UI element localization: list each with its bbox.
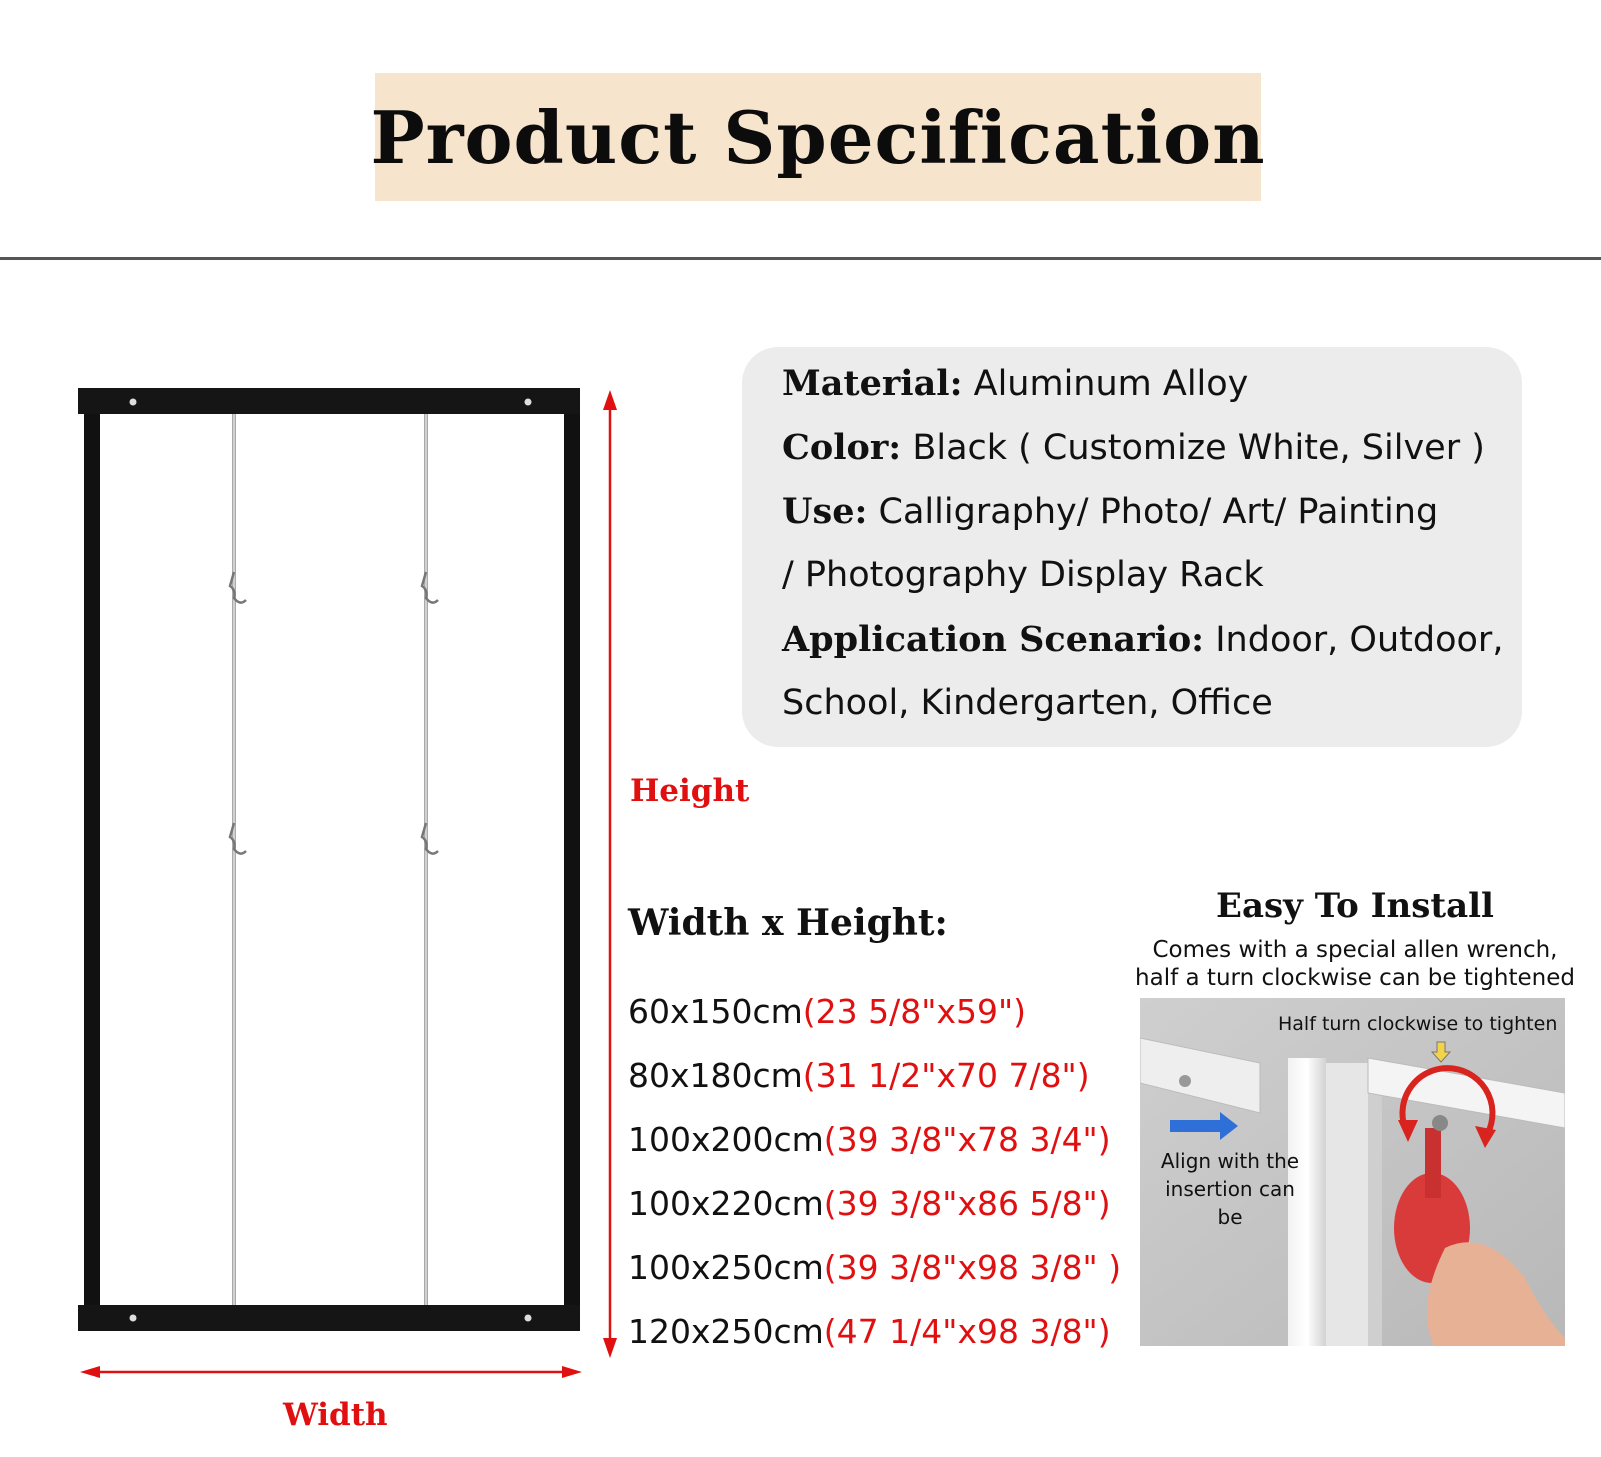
spec-key: Color: bbox=[782, 427, 902, 468]
page-title: Product Specification bbox=[370, 94, 1266, 180]
spec-key: Material: bbox=[782, 363, 963, 404]
size-metric: 60x150cm bbox=[628, 992, 803, 1031]
spec-application bbox=[782, 619, 1503, 660]
size-row bbox=[628, 1184, 1111, 1223]
size-metric: 100x200cm bbox=[628, 1120, 824, 1159]
size-row bbox=[628, 1120, 1111, 1159]
spec-key: Use: bbox=[782, 491, 868, 532]
size-metric: 80x180cm bbox=[628, 1056, 803, 1095]
display-rack-illustration bbox=[0, 380, 640, 1380]
size-imperial: (39 3/8"x86 5/8") bbox=[823, 1184, 1111, 1223]
size-row bbox=[628, 1056, 1090, 1095]
spec-material bbox=[782, 363, 1248, 404]
height-label: Height bbox=[630, 773, 750, 809]
size-row bbox=[628, 992, 1026, 1031]
spec-use bbox=[782, 491, 1438, 532]
spec-value: Black ( Customize White, Silver ) bbox=[901, 428, 1485, 468]
size-imperial: (23 5/8"x59") bbox=[802, 992, 1027, 1031]
size-row bbox=[628, 1312, 1111, 1351]
tighten-label: Half turn clockwise to tighten bbox=[1278, 1013, 1558, 1035]
divider bbox=[0, 257, 1601, 260]
spec-key: Application Scenario: bbox=[782, 619, 1205, 660]
size-metric: 100x220cm bbox=[628, 1184, 824, 1223]
install-description-line: half a turn clockwise can be tightened bbox=[1135, 965, 1575, 991]
spec-panel bbox=[742, 347, 1522, 747]
frame-bottom-bar bbox=[78, 1305, 580, 1331]
frame-left-post bbox=[84, 390, 100, 1325]
height-arrow bbox=[603, 390, 617, 1358]
width-arrow bbox=[80, 1366, 582, 1378]
spec-use-continued: / Photography Display Rack bbox=[782, 555, 1264, 595]
install-title: Easy To Install bbox=[1216, 886, 1494, 926]
install-description-line: Comes with a special allen wrench, bbox=[1152, 937, 1558, 963]
width-label: Width bbox=[283, 1397, 388, 1433]
spec-value: Calligraphy/ Photo/ Art/ Painting bbox=[867, 492, 1439, 532]
spec-color bbox=[782, 427, 1485, 468]
spec-value: Aluminum Alloy bbox=[962, 364, 1249, 404]
title-banner bbox=[370, 73, 1266, 201]
size-imperial: (39 3/8"x78 3/4") bbox=[823, 1120, 1111, 1159]
frame-right-post bbox=[564, 390, 580, 1325]
size-metric: 120x250cm bbox=[628, 1312, 824, 1351]
hook-icon bbox=[230, 572, 438, 854]
sizes-heading: Width x Height: bbox=[628, 902, 948, 944]
size-imperial: (47 1/4"x98 3/8") bbox=[823, 1312, 1111, 1351]
spec-application-continued: School, Kindergarten, Office bbox=[782, 683, 1273, 723]
size-imperial: (31 1/2"x70 7/8") bbox=[802, 1056, 1090, 1095]
frame-top-bar bbox=[78, 388, 580, 414]
size-metric: 100x250cm bbox=[628, 1248, 824, 1287]
align-label: Align with the insertion can be bbox=[1160, 1149, 1300, 1229]
size-row bbox=[628, 1248, 1121, 1287]
spec-value: Indoor, Outdoor, bbox=[1204, 620, 1504, 660]
size-imperial: (39 3/8"x98 3/8" ) bbox=[823, 1248, 1122, 1287]
